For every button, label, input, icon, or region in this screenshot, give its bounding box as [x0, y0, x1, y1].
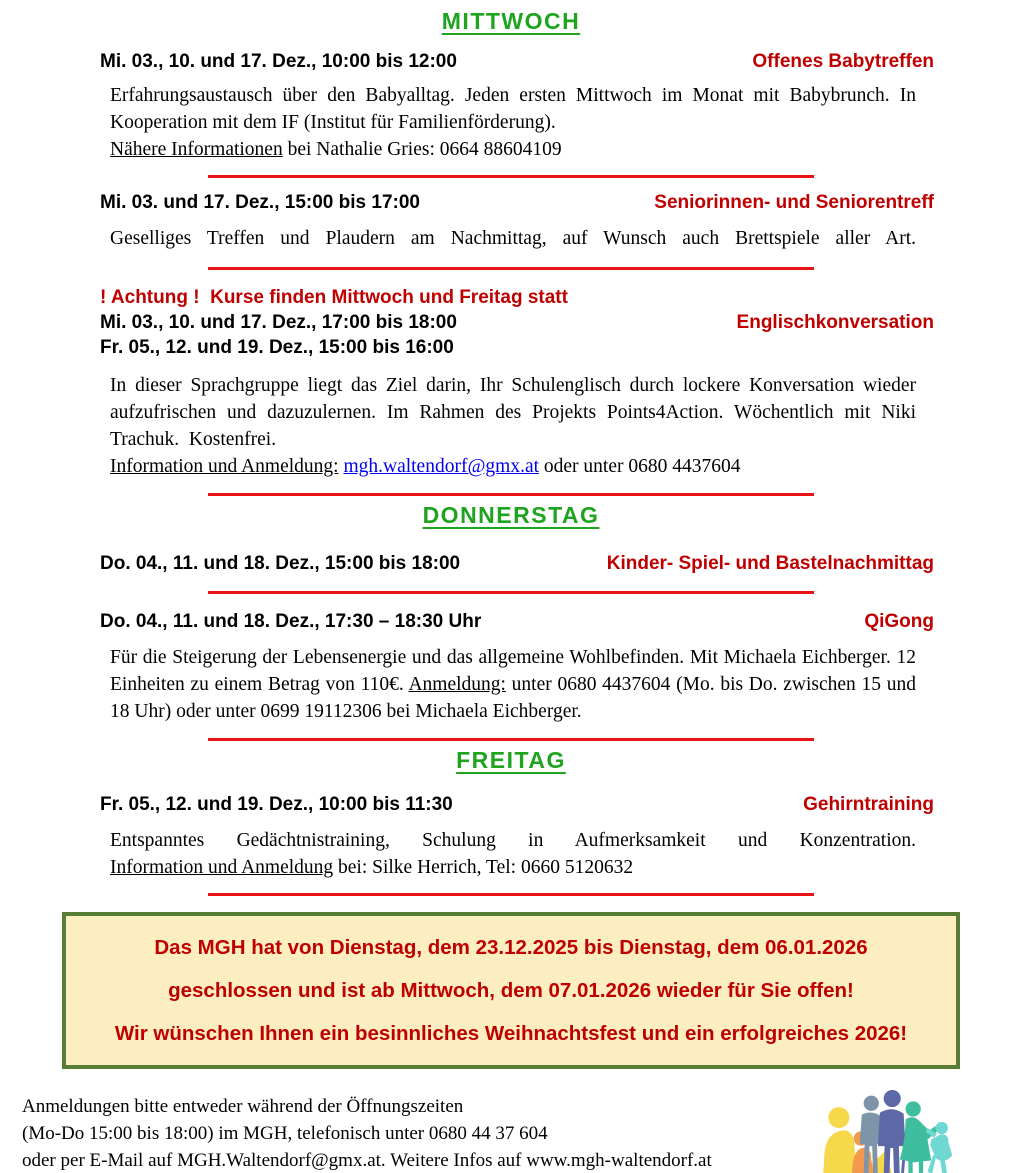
- event-title-gehirntraining: Gehirntraining: [803, 794, 934, 815]
- event-date-babytreffen: Mi. 03., 10. und 17. Dez., 10:00 bis 12:00: [100, 51, 457, 72]
- event-date-qigong: Do. 04., 11. und 18. Dez., 17:30 – 18:30 Uhr: [100, 611, 482, 632]
- event-date-gehirntraining: Fr. 05., 12. und 19. Dez., 10:00 bis 11:30: [100, 794, 453, 815]
- email-link[interactable]: mgh.waltendorf@gmx.at: [343, 456, 540, 477]
- event-title-qigong: QiGong: [864, 611, 934, 632]
- event-title-babytreffen: Offenes Babytreffen: [752, 51, 934, 72]
- section-divider: [208, 493, 814, 496]
- footer-line-2: (Mo-Do 15:00 bis 18:00) im MGH, telefonisch unter 0680 44 37 604: [22, 1123, 548, 1144]
- event-date-englisch-fr: Fr. 05., 12. und 19. Dez., 15:00 bis 16:00: [100, 337, 454, 358]
- contact-text: oder unter 0680 4437604: [539, 456, 741, 477]
- event-description-seniorentreff: Geselliges Treffen und Plaudern am Nachmittag, auf Wunsch auch Brettspiele aller Art.: [110, 228, 916, 249]
- event-title-seniorentreff: Seniorinnen- und Seniorentreff: [654, 192, 934, 213]
- multigenerational-family-logo-icon: [809, 1089, 964, 1173]
- event-title-englischkonversation: Englischkonversation: [736, 312, 934, 333]
- event-row-seniorentreff: [0, 190, 1022, 215]
- info-label: Anmeldung:: [408, 674, 506, 695]
- description-text: Erfahrungsaustausch über den Babyalltag. Jeden ersten Mittwoch im Monat mit Babybrunch. In Kooperation mit dem IF (Institut für Familienförderung).: [110, 85, 916, 133]
- event-date-bastelnachmittag: Do. 04., 11. und 18. Dez., 15:00 bis 18:00: [100, 553, 461, 574]
- day-heading-freitag: FREITAG: [456, 747, 566, 773]
- contact-line: [110, 453, 916, 480]
- day-heading-donnerstag: DONNERSTAG: [422, 502, 600, 528]
- contact-text: unter 0680 4437604 (Mo. bis Do. zwischen 15 und 18 Uhr) oder unter 0699 19112306 bei Michaela Eichberger.: [110, 674, 916, 722]
- contact-text: bei Nathalie Gries: 0664 88604109: [282, 139, 562, 160]
- description-text: In dieser Sprachgruppe liegt das Ziel darin, Ihr Schulenglisch durch lockere Konversation wieder aufzufrischen und dazuzulernen. Im Rahmen des Projekts Points4Action. Wöchentlich mit Niki Trachuk. Kostenfrei.: [110, 375, 916, 450]
- event-description-qigong: [0, 644, 1022, 725]
- event-description-englischkonversation: [0, 372, 1022, 480]
- contact-line: [110, 854, 916, 881]
- description-text: Für die Steigerung der Lebensenergie und das allgemeine Wohlbefinden. Mit Michaela Eichberger. 12 Einheiten zu einem Betrag von 110€.: [110, 647, 916, 695]
- event-description-gehirntraining: [0, 827, 1022, 881]
- day-heading-mittwoch: MITTWOCH: [441, 8, 581, 34]
- contact-text: bei: Silke Herrich, Tel: 0660 5120632: [333, 857, 634, 878]
- registration-info: [22, 1093, 712, 1173]
- section-divider: [208, 175, 814, 178]
- info-label: Nähere Informationen: [110, 139, 283, 160]
- event-description-babytreffen: [0, 82, 1022, 163]
- info-label: Information und Anmeldung: [110, 857, 334, 878]
- section-divider: [208, 893, 814, 896]
- closure-line-2: geschlossen und ist ab Mittwoch, dem 07.01.2026 wieder für Sie offen!: [168, 979, 854, 1002]
- info-label: Information und Anmeldung:: [110, 456, 339, 477]
- description-text: Entspanntes Gedächtnistraining, Schulung in Aufmerksamkeit und Konzentration.: [110, 830, 916, 851]
- event-row-gehirntraining: [0, 792, 1022, 817]
- footer-line-3: oder per E-Mail auf MGH.Waltendorf@gmx.at. Weitere Infos auf www.mgh-waltendorf.at: [22, 1150, 712, 1171]
- event-row-englischkonversation-fr: [0, 335, 1022, 360]
- section-divider: [208, 738, 814, 741]
- closure-line-1: Das MGH hat von Dienstag, dem 23.12.2025 bis Dienstag, dem 06.01.2026: [154, 936, 868, 959]
- holiday-closure-notice-box: [62, 912, 960, 1069]
- event-row-englischkonversation: [0, 310, 1022, 335]
- contact-line: [110, 136, 916, 163]
- event-row-bastelnachmittag: [0, 551, 1022, 576]
- section-divider: [208, 591, 814, 594]
- event-row-qigong: [0, 609, 1022, 634]
- achtung-notice: ! Achtung ! Kurse finden Mittwoch und Freitag statt: [100, 287, 568, 308]
- section-divider: [208, 267, 814, 270]
- event-row-babytreffen: [0, 49, 1022, 74]
- event-date-seniorentreff: Mi. 03. und 17. Dez., 15:00 bis 17:00: [100, 192, 420, 213]
- event-title-bastelnachmittag: Kinder- Spiel- und Bastelnachmittag: [606, 553, 934, 574]
- footer: [0, 1093, 1022, 1173]
- event-date-englisch-mi: Mi. 03., 10. und 17. Dez., 17:00 bis 18:00: [100, 312, 457, 333]
- footer-line-1: Anmeldungen bitte entweder während der Öffnungszeiten: [22, 1096, 464, 1117]
- closure-line-3: Wir wünschen Ihnen ein besinnliches Weihnachtsfest und ein erfolgreiches 2026!: [114, 1022, 908, 1045]
